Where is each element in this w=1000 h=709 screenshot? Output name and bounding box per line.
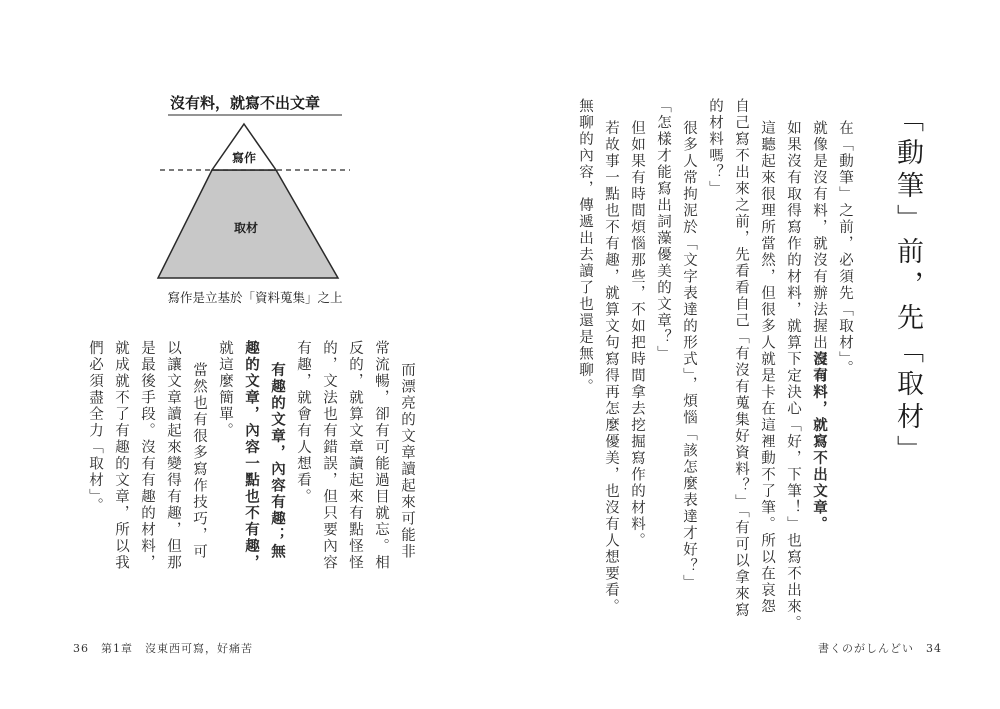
pyramid-bottom-label: 取材: [233, 221, 259, 235]
text-line: 就像是沒有料，就沒有辦法握出壽司。: [811, 120, 827, 401]
text-line-bold: 沒有料，就寫不出文章。: [811, 351, 827, 533]
text-line: 就成就不了有趣的文章，所以我: [113, 340, 129, 571]
text-line: 若故事一點也不有趣，就算文句寫得再怎麼優美，也沒有人想要看。: [603, 120, 619, 615]
figure-title: 沒有料，就寫不出文章: [169, 94, 320, 112]
text-line: 以讓文章讀起來變得有趣，但那: [165, 340, 181, 571]
text-line: 無聊的內容，傳遞出去讀了也還是無聊。: [577, 98, 593, 395]
text-line: 反的，就算文章讀起來有點怪怪: [347, 340, 363, 571]
text-line-bold: 有趣的文章，內容有趣；無: [269, 362, 285, 560]
text-line: 這聽起來很理所當然，但很多人就是卡在這裡動不了筆。所以在哀怨: [759, 120, 775, 615]
text-line: 們必須盡全力「取材」。: [87, 340, 103, 515]
text-line: 自己寫不出來之前，先看看自己「有沒有蒐集好資料？」「有可以拿來寫: [733, 98, 749, 619]
text-line: 的，文法也有錯誤，但只要內容: [321, 340, 337, 571]
text-line: 而漂亮的文章讀起來可能非: [399, 362, 415, 560]
text-line: 的材料嗎？」: [707, 98, 723, 197]
text-line: 「怎樣才能寫出詞藻優美的文章？」: [655, 98, 671, 362]
text-line: 在「動筆」之前，必須先「取材」。: [837, 120, 853, 377]
figure-caption: 寫作是立基於「資料蒐集」之上: [167, 290, 343, 305]
text-line: 就這麼簡單。: [217, 340, 233, 439]
text-line: 當然也有很多寫作技巧，可: [191, 362, 207, 560]
pyramid-figure: [150, 110, 360, 290]
chapter-title: 「動筆」前，先「取材」: [892, 105, 923, 468]
left-footer: 36 第1章 沒東西可寫，好痛苦: [73, 642, 253, 655]
right-footer: 書くのがしんどい 34: [818, 642, 942, 655]
text-line: 如果沒有取得寫作的材料，就算下定決心「好，下筆！」也寫不出來。: [785, 120, 801, 632]
text-line: 但如果有時間煩惱那些，不如把時間拿去挖掘寫作的材料。: [629, 120, 645, 549]
text-line: 很多人常拘泥於「文字表達的形式」，煩惱「該怎麼表達才好？」: [681, 120, 697, 592]
text-line-bold: 趣的文章，內容一點也不有趣，: [243, 340, 259, 571]
text-line: 是最後手段。沒有有趣的材料，: [139, 340, 155, 571]
text-line: 常流暢，卻有可能過目就忘。相: [373, 340, 389, 571]
pyramid-top-label: 寫作: [231, 151, 257, 165]
text-line: 有趣，就會有人想看。: [295, 340, 311, 505]
